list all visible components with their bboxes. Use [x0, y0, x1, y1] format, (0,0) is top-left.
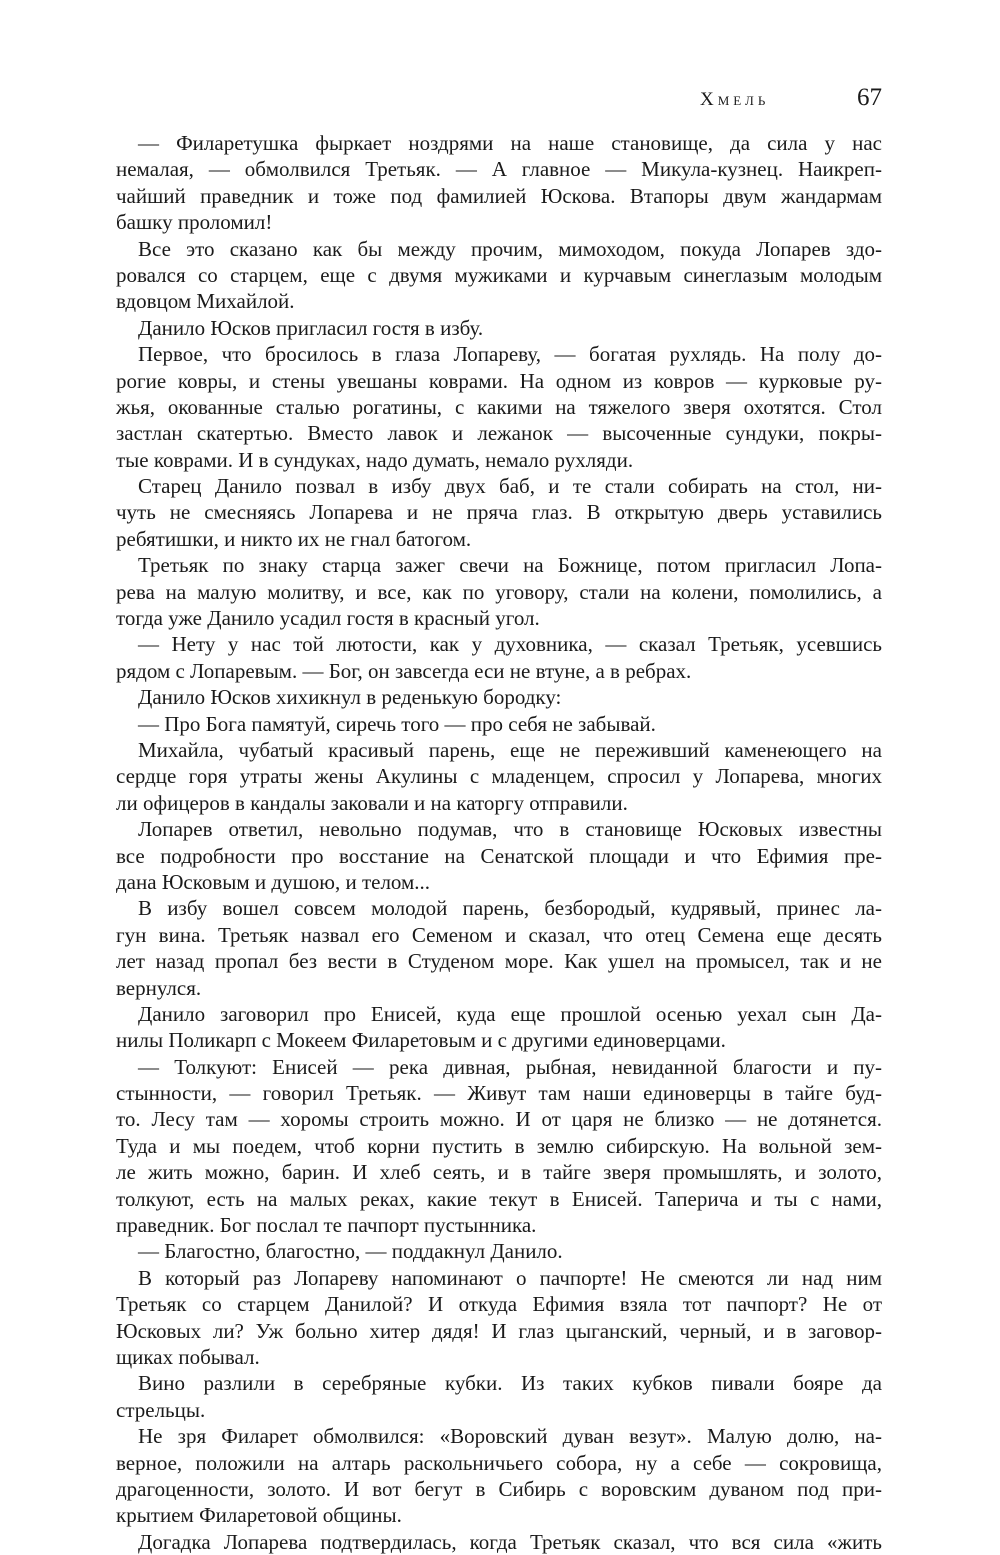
running-head [700, 84, 882, 114]
text-line: Вино разлили в серебряные кубки. Из таких кубков пивали бояре да [138, 1371, 882, 1396]
running-title: Хмель [700, 89, 770, 110]
text-line: — Нету у нас той лютости, как у духовника, — сказал Третьяк, усевшись [138, 632, 882, 657]
text-line: ле жить можно, барин. И хлеб сеять, и в тайге зверя промышлять, и золото, [116, 1160, 882, 1185]
text-line: — Толкуют: Енисей — река дивная, рыбная, невиданной благости и пу- [138, 1054, 882, 1079]
text-line: Михайла, чубатый красивый парень, еще не переживший каменеющего на [138, 737, 882, 762]
text-line: В который раз Лопареву напоминают о пачпорте! Не смеются ли над ним [138, 1265, 882, 1290]
text-line: ровался со старцем, еще с двумя мужиками и курчавым синеглазым молодым [116, 262, 882, 287]
text-line: башку проломил! [116, 210, 273, 235]
text-line: Старец Данило позвал в избу двух баб, и те стали собирать на стол, ни- [138, 474, 882, 499]
text-line: тые коврами. И в сундуках, надо думать, немало рухляди. [116, 447, 634, 472]
text-line: рогие ковры, и стены увешаны коврами. На одном из ковров — курковые ру- [116, 368, 882, 393]
text-line: Третьяк по знаку старца зажег свечи на Божнице, потом пригласил Лопа- [138, 553, 882, 578]
text-line: жья, окованные сталью рогатины, с какими на тяжелого зверя охотятся. Стол [116, 394, 882, 419]
text-line: рядом с Лопаревым. — Бог, он завсегда еси не втуне, а в ребрах. [116, 658, 692, 683]
text-line: щиках побывал. [116, 1344, 260, 1369]
text-line: — Благостно, благостно, — поддакнул Данило. [138, 1239, 563, 1264]
text-line: Юсковых ли? Уж больно хитер дядя! И глаз цыганский, черный, и в заговор- [116, 1318, 882, 1343]
text-line: рева на малую молитву, и все, как по уговору, стали на колени, помолились, а [116, 579, 882, 604]
page-number: 67 [857, 84, 882, 111]
text-line: ребятишки, и никто их не гнал батогом. [116, 526, 472, 551]
text-line: тогда уже Данило усадил гостя в красный угол. [116, 606, 540, 631]
text-line: вдовцом Михайлой. [116, 289, 295, 314]
text-line: Туда и мы поедем, чтоб корни пустить в землю сибирскую. На вольной зем- [116, 1133, 882, 1158]
text-line: — Про Бога памятуй, сиречь того — про себя не забывай. [138, 711, 656, 736]
text-line: вернулся. [116, 975, 202, 1000]
text-line: нилы Поликарп с Мокеем Филаретовым и с другими единоверцами. [116, 1028, 726, 1053]
text-line: немалая, — обмолвился Третьяк. — А главное — Микула-кузнец. Наикреп- [116, 157, 882, 182]
text-line: Данило заговорил про Енисей, куда еще прошлой осенью уехал сын Да- [138, 1001, 882, 1026]
text-line: Догадка Лопарева подтвердилась, когда Третьяк сказал, что вся сила «жить [138, 1529, 882, 1554]
text-line: Первое, что бросилось в глаза Лопареву, — богатая рухлядь. На полу до- [138, 342, 882, 367]
text-line: лет назад пропал без вести в Студеном море. Как ушел на промысел, так и не [116, 949, 882, 974]
text-line: Данило Юсков хихикнул в реденькую бородку: [138, 685, 562, 710]
text-line: В избу вошел совсем молодой парень, безбородый, кудрявый, принес ла- [138, 896, 882, 921]
text-line: стрельцы. [116, 1397, 206, 1422]
text-line: чуть не смесняясь Лопарева и не пряча глаз. В открытую дверь уставились [116, 500, 882, 525]
text-line: верное, положили на алтарь раскольничьего собора, ну а себе — сокровища, [116, 1450, 882, 1475]
text-line: Лопарев ответил, невольно подумав, что в становище Юсковых известны [138, 817, 882, 842]
text-line: дана Юсковым и душою, и телом... [116, 869, 431, 894]
text-line: ли офицеров в кандалы заковали и на каторгу отправили. [116, 790, 628, 815]
text-line: толкуют, есть на малых реках, какие текут в Енисей. Таперича и ты с нами, [116, 1186, 882, 1211]
text-line: Не зря Филарет обмолвился: «Воровский дуван везут». Малую долю, на- [138, 1424, 882, 1449]
text-line: чайший праведник и тоже под фамилией Юскова. Втапоры двум жандармам [116, 183, 882, 208]
text-line: застлан скатертью. Вместо лавок и лежанок — высоченные сундуки, покры- [116, 421, 882, 446]
text-line: то. Лесу там — хоромы строить можно. И от царя не близко — не дотянется. [116, 1107, 882, 1132]
text-line: Все это сказано как бы между прочим, мимоходом, покуда Лопарев здо- [138, 236, 882, 261]
text-line: драгоценности, золото. И вот бегут в Сибирь с воровским дуваном под при- [116, 1476, 882, 1501]
text-line: Третьяк со старцем Данилой? И откуда Ефимия взяла тот пачпорт? Не от [116, 1292, 882, 1317]
text-line: стынности, — говорил Третьяк. — Живут там наши единоверцы в тайге буд- [116, 1081, 882, 1106]
text-line: все подробности про восстание на Сенатской площади и что Ефимия пре- [116, 843, 882, 868]
text-line: праведник. Бог послал те пачпорт пустынника. [116, 1213, 537, 1238]
text-line: крытием Филаретовой общины. [116, 1503, 402, 1528]
text-line: Данило Юсков пригласил гостя в избу. [138, 315, 484, 340]
text-line: гун вина. Третьяк назвал его Семеном и сказал, что отец Семена еще десять [116, 922, 882, 947]
text-line: — Филаретушка фыркает ноздрями на наше становище, да сила у нас [138, 131, 882, 155]
body-text [116, 130, 882, 1555]
text-line: сердце горя утраты жены Акулины с младенцем, спросил у Лопарева, многих [116, 764, 882, 789]
